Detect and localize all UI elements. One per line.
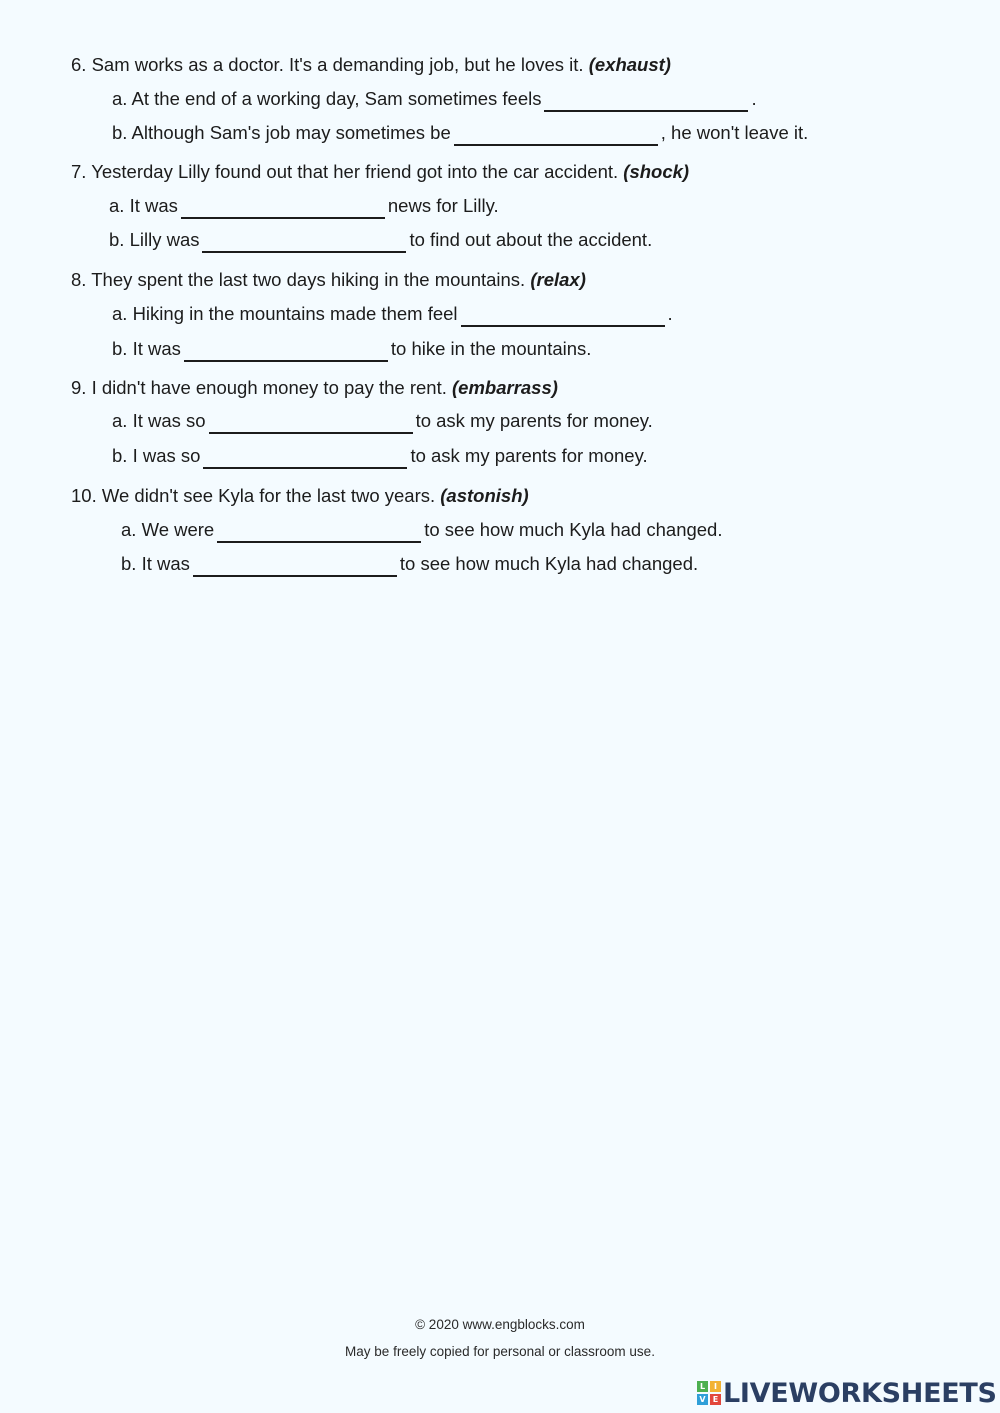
logo-block-e: E [710,1394,721,1405]
answer-6a-input[interactable] [544,92,748,112]
question-6b: b. Although Sam's job may sometimes be , he won't leave it. [112,121,808,146]
question-7b: b. Lilly was to find out about the accident. [109,228,652,253]
question-7a: a. It was news for Lilly. [109,194,499,219]
answer-9b-input[interactable] [203,449,407,469]
question-10-keyword: (astonish) [440,485,529,506]
question-7-keyword: (shock) [623,161,690,182]
answer-9a-input[interactable] [209,414,413,434]
question-8-keyword: (relax) [530,269,586,290]
question-9-keyword: (embarrass) [452,377,558,398]
logo-block-l: L [697,1381,708,1392]
question-8b: b. It was to hike in the mountains. [112,337,591,362]
answer-8b-input[interactable] [184,342,388,362]
question-10a: a. We were to see how much Kyla had changed. [121,518,722,543]
question-6-stem: 6. Sam works as a doctor. It's a demanding job, but he loves it. (exhaust) [71,54,671,75]
question-10-stem: 10. We didn't see Kyla for the last two years. (astonish) [71,485,529,506]
question-6-keyword: (exhaust) [588,54,671,75]
answer-10a-input[interactable] [217,523,421,543]
answer-10b-input[interactable] [193,557,397,577]
logo-block-v: V [697,1394,708,1405]
live-blocks-icon [697,1381,721,1405]
question-8a: a. Hiking in the mountains made them feel . [112,302,673,327]
question-9-stem: 9. I didn't have enough money to pay the rent. (embarrass) [71,377,558,398]
question-9b: b. I was so to ask my parents for money. [112,444,648,469]
liveworksheets-logo [697,1375,997,1411]
question-6a: a. At the end of a working day, Sam sometimes feels . [112,87,757,112]
question-10b: b. It was to see how much Kyla had changed. [121,552,698,577]
question-9a: a. It was so to ask my parents for money. [112,409,653,434]
footer-copyright: © 2020 www.engblocks.com [415,1317,585,1332]
footer-license: May be freely copied for personal or classroom use. [345,1344,655,1359]
answer-8a-input[interactable] [461,307,665,327]
answer-7a-input[interactable] [181,199,385,219]
brand-name: LIVEWORKSHEETS [723,1377,997,1409]
question-7-stem: 7. Yesterday Lilly found out that her friend got into the car accident. (shock) [71,161,690,182]
question-8-stem: 8. They spent the last two days hiking in the mountains. (relax) [71,269,586,290]
answer-6b-input[interactable] [454,126,658,146]
answer-7b-input[interactable] [202,233,406,253]
logo-block-i: I [710,1381,721,1392]
